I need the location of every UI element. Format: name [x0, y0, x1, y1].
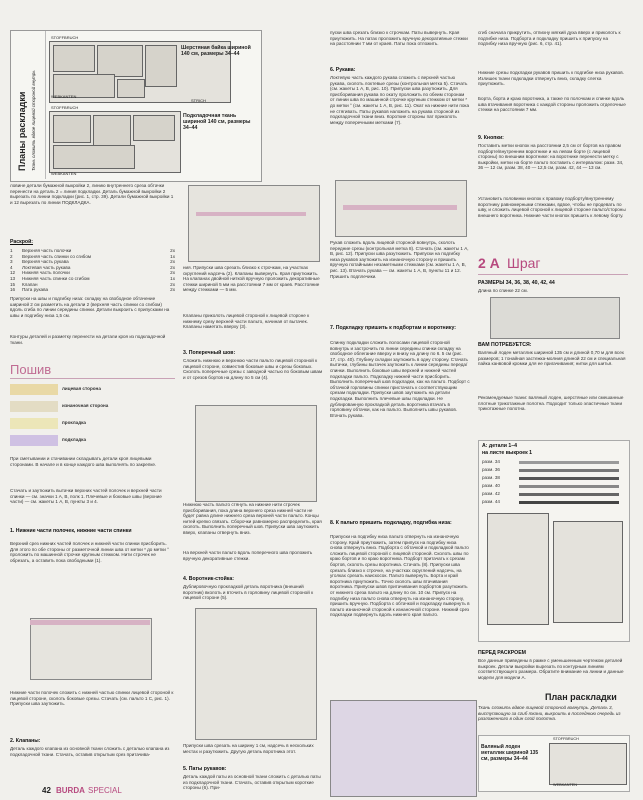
legend-swatch-wrong — [10, 401, 58, 412]
step1-text: Верхний срез нижних частей полочек и нижней части спинки присборить. Для этого по обе стороны от разметочной линии шва от метки * до метки ° проложить по машинной строчке крупным стежком. Нити строчек не обрезать, а оставить пока свободными (1). — [10, 541, 169, 563]
step4-text: Дублировочную прокладкой деталь воротника (внешний воротник) вколоть и вточить в горловину лицевой стороной к лицевой стороне (5). — [183, 584, 314, 601]
pattern-sub: на листе выкроек 1 — [482, 450, 533, 456]
pattern-size-label: разм. 36 — [482, 467, 500, 472]
layout-side-subtitle: Ткань сложить вдвое лицевой стороной внутрь — [31, 70, 36, 171]
pattern-size-label: разм. 38 — [482, 475, 500, 480]
plan-box — [478, 735, 630, 792]
pattern-size-label: разм. 34 — [482, 459, 500, 464]
step3c-text: На верхней части пальто вдоль поперечного шва проложить вручную декоративные стежки. — [183, 550, 313, 561]
legend-face-label: лицевая сторона — [62, 386, 101, 391]
step7-title: 7. Подкладку пришить к подбортам и воротнику: — [330, 325, 456, 331]
strich-label: STRICH — [191, 98, 206, 103]
col4-text2: Нижние срезы подкладки рукавов пришить к подгибке низа рукавов. Излишек ткани подкладки отвернуть вниз, складку слегка приутюжить. — [478, 70, 624, 87]
step2-text: Деталь каждого клапана из основной ткани сложить с деталью клапана из подкладочной ткани. Стачать, оставив открытым срез притачива- — [10, 746, 170, 757]
legend-wrong-label: изнаночная сторона — [62, 403, 109, 408]
step3b-text: Нижнюю часть пальто стянуть на нижние нити строчек присборивания, пока длина верхнего среза нижней части не будет равна длине нижнего среза верхней части пальто. Концы нитей крепко связать. Сборочки равномерно распределить, края сколоть. Выполнить поперечный шов. Припуски шва заутюжить вверх, клапаны отвернуть вниз. — [183, 502, 322, 535]
plan-fold: STOFFBRUCH — [553, 737, 579, 741]
pattern-size-line — [519, 485, 619, 488]
pattern-size-line — [519, 477, 619, 480]
step8-title: 8. К пальто пришить подкладку, подгибка низа: — [330, 520, 452, 526]
cutting-row: 1 Верхняя часть полочки 2x — [10, 248, 175, 253]
plan-edge: WEBKANTEN — [553, 783, 578, 787]
cutting-row: 2 Верхняя часть спинки со сгибом 1x — [10, 253, 175, 259]
cutting-row: 4 Локтевая часть рукава 2x — [10, 264, 175, 270]
layout-side-panel — [11, 31, 46, 179]
col4-text1: сгиб сначала прикрутить, отпихну мягкий духа вверх и приколоть к подгибке низа. Подборта и подкладку пришить к припуску на подгибку низа вручную (рис. 6, стр. 41). — [478, 30, 621, 47]
sewing-intro: При сметывании и стачивании складывать детали кроя лицевыми сторонами. В начале и в конце каждого шва выполнять по закрепке. — [10, 456, 157, 467]
pattern-piece — [53, 45, 95, 72]
plan-title: План раскладки — [545, 692, 617, 702]
pattern-piece — [97, 45, 143, 77]
fabric-text: Рекомендуемые ткани: валяный лоден, шерстяные или смешанные плотные трикотажные полотна. Подходит только эластичные ткани трикотажные полотна. — [478, 395, 624, 412]
pattern-piece — [53, 145, 135, 169]
step6b-text: Рукав сложить вдоль лицевой стороной вовнутрь, сколоть передние срезы (контрольная метка 8). Стачать (см. жакеты 1 А, В, рис. 12). Припуски шва разутюжить. Припуски на подгибку низа рукавов заутюжить на изнаночную сторону и пришить вручную потайными незаметными стежками (см. жакеты 1 А, В, рис. 13). Втачать рукава — см. жакеты 1 А, В, пункты 11 и 12. Пришить подплечики. — [330, 240, 469, 279]
pattern-title: А: детали 1–4 — [482, 443, 518, 449]
pattern-piece — [93, 115, 131, 147]
edge-label-1: WEBKANTEN — [51, 94, 77, 99]
sketch-4 — [195, 405, 317, 502]
col3-text1: пуски шва срезать близко к строчкам. Паты вывернуть. Края приутюжить. На патах проложить вручную декоративные стежки на расстоянии 7 мм от краев. Паты пока отложить. — [330, 30, 468, 47]
needs-title: ВАМ ПОТРЕБУЕТСЯ: — [478, 342, 532, 348]
step1-title: 1. Нижние части полочек, нижние части спинки — [10, 528, 132, 534]
legend-interfacing-label: прокладка — [62, 420, 86, 425]
cutting-row: 16 Пата рукава 2x — [10, 287, 175, 293]
step5-text: Деталь каждой паты из основной ткани сложить с деталью паты из подкладочной ткани. Стачать, оставив открытым короткие стороны (6). При- — [183, 774, 321, 791]
step6-text: Локтевую часть каждого рукава сложить с верхней частью рукава, сколоть локтевые срезы (контрольная метка 5). Стачать (см. жакеты 1 А, В, рис. 10). Припуски шва разутюжить. Для присборивания рукава по окату проложить по обеим сторонам от линии шва по машинной строчке крупным стежком от метки * до метки ° (см. жакеты 1 А, В, рис. 11). Окат на нижние нити пока не стягивать. Паты рукавов наложить на рукава стороной из подкладочной ткани вниз. Короткие стороны пат приколоть между поперечными метками (7). — [330, 75, 470, 125]
pattern-piece — [133, 115, 175, 141]
pattern-size-line — [519, 461, 619, 464]
step5-title: 5. Паты рукавов: — [183, 766, 227, 772]
pattern-piece — [145, 45, 177, 87]
sketch-2-band — [196, 212, 306, 216]
cutting-layout-box — [10, 30, 262, 182]
step4-title: 4. Воротник-стойка: — [183, 576, 235, 582]
sketch-1 — [30, 618, 152, 680]
pattern-size-label: разм. 42 — [482, 491, 500, 496]
cutting-row: 15 Клапан 2x — [10, 281, 175, 287]
step3-text: Сложить нижнюю и верхнюю части пальто лицевой стороной к лицевой стороне, совместив боковые швы и срезы боковых. Сколоть поперечные срезы с заводной частью по боковым швам и от срезов бортов на длину по 5 см (4). — [183, 358, 323, 380]
needs-text: Валяный лоден металлик шириной 135 см и длиной 0,70 м для всех размеров; 1 тонайная застежка-молния длиной 22 см и специальная пайка канвовой кромки для ее пригачивания; нитки для шитья. — [478, 350, 626, 367]
legend-swatch-lining — [10, 435, 58, 446]
section-divider — [10, 378, 175, 379]
before-text: Все данные приведены в рамке с уменьшенным чертежом деталей выкроек. Детали выкройки вырезать по контурным линиям соответствующего размера. Обратите внимание на линии и данные модели для модели А. — [478, 658, 624, 680]
pattern-size-line — [519, 469, 619, 472]
step7-text: Спинку подкладки сложить полосами лицевой стороной вовнутрь и застрочить по линии середины спинки складку на свободное облегание вверху и внизу на длину по 6. 5 см (рис. 17, стр. 40). Глубину складки заутюжить в одну сторону. Стачать вытачки, глубины вытачек заутюжить к линии середины переда/спинки. Выполнить боковые швы верхней и нижней частей подкладки пальто. Подкладку нижней части присборить. Выполнить поперечный шов подкладки, как на пальто. Подборт с обтачкой горловины спинки пристачать к соответствующим срезам подкладки. Припуски швов заутюжить на детали подкладки. Выполнить плечевые швы подкладки. Не дублированную прокладкой деталь воротника втачать в горловину обтачки, как на пальто. Выполнить швы рукавов. Втачать рукава. — [330, 340, 470, 418]
fabric2-label: Подкладочная ткань шириной 140 см, размеры 34–44 — [183, 113, 251, 131]
step9-text: Поставить метки кнопок на расстоянии 2,5 см от бортов на правом подборте/внутреннем воротнике и на левом борте (с лицевой стороны) по внешним воротнике: на воротнике перенести метку с выкройки, метки на борте пальто поставить с интервалом: разм. 34, 36 — 12 см, разм. 38, 40 — 12,5 см, разм. 42, 44 — 13 см. — [478, 143, 624, 171]
model-number: 2 А — [478, 255, 500, 271]
model-photo — [490, 297, 620, 339]
fold-label-1: STOFFBRUCH — [51, 35, 79, 40]
model-sizes: РАЗМЕРЫ 34, 36, 38, 40, 42, 44 — [478, 280, 555, 286]
step1b-text: Нижние части полочек сложить с нижней частью спинки лицевой стороной к лицевой стороне, сколоть боковые срезы. Стачать (см. пальто 1 С, рис. 1). Припуски шва заутюжить. — [10, 690, 174, 707]
cutting-row: 12 Нижняя часть полочки 2x — [10, 270, 175, 276]
cutting-row: 3 Верхняя часть рукава 2x — [10, 259, 175, 265]
sketch-2-3 — [188, 185, 320, 262]
pattern-size-line — [519, 501, 619, 504]
pattern-piece — [117, 79, 145, 98]
sketch-5 — [195, 608, 317, 740]
pattern-box — [478, 440, 630, 642]
before-title: ПЕРЕД РАСКРОЕМ — [478, 650, 526, 656]
page-number: 42 — [42, 786, 51, 795]
cutting-note-2: Контуры деталей и разметку перенести на детали кроя из подкладочной ткани. — [10, 334, 166, 345]
darts-text: Стачать и заутюжить вытачки верхних частей полочек и верхней части спинки — см. значки 1 А, В, полк 1. Плечевые и боковые швы (верхние части) — см. жакеты 1 А, В, пункты 3 и 4. — [10, 488, 162, 505]
cutting-row: 13 Нижняя часть спинки со сгибом 1x — [10, 275, 175, 281]
plan-fabric: Валяный лоден металлик шириной 135 см, размеры 34–44 — [481, 744, 539, 762]
sketch-1-band — [30, 620, 150, 625]
col1-intro: ловине детали бумажной выкройки 2, линию внутреннего среза обтачки перенести на деталь 2 = линия подкладки. Деталь бумажной выкройки 2 вырезать по линии подкладки (рис. 1, стр. 39). Детали бумажной выкройки 1 и 12 вырезать по линии ПОДКЛАДКА. — [10, 183, 174, 205]
pattern-piece-drawing — [553, 521, 623, 623]
pattern-size-label: разм. 40 — [482, 483, 500, 488]
edge-label-2: WEBKANTEN — [51, 171, 77, 176]
model-divider — [478, 274, 628, 275]
model-length: Длина по спинке 22 см. — [478, 288, 528, 293]
legend-swatch-interfacing — [10, 418, 58, 429]
pattern-size-label: разм. 44 — [482, 499, 500, 504]
footer-brand: BURDA — [56, 786, 85, 795]
cutting-note: Припуски на швы и подгибку низа: складку на свободное обтачение шириной 2 см разметить на детали 2 (верхняя часть спинки со сгибом) вдоль сгиба по линии середины спинки. Детали выкроить с припусками на швы и подгибку низа 1,5 см. — [10, 296, 170, 318]
step3-title: 3. Поперечный шов: — [183, 350, 236, 356]
legend-lining-label: подкладка — [62, 437, 87, 442]
plan-fabric-area — [549, 743, 627, 785]
layout-side-title: Планы раскладки — [17, 91, 27, 171]
legend-swatch-face — [10, 384, 58, 395]
model-name: Шраг — [507, 255, 541, 271]
footer-special: SPECIAL — [88, 786, 122, 795]
pattern-piece — [53, 115, 91, 143]
pattern-size-line — [519, 493, 619, 496]
plan-sub: Ткань сложить вдвое лицевой стороной вовнутрь. Деталь 3, выступающую за сгиб ткани, выкроить в последнюю очередь из разложенного в один слой полотна. — [478, 705, 621, 722]
fold-label-2: STOFFBRUCH — [51, 105, 79, 110]
step2-title: 2. Клапаны: — [10, 738, 41, 744]
cutting-title: Раскрой: — [10, 239, 34, 245]
step9b-text: Установить половинки кнопок к правому подборту/внутреннему воротнику равномерными стежками, вдвое, чтобы не продевать по шву, и сложить лицевой стороной к лицевой стороне пальто/стороны внешнего воротника. Нижние части кнопок пришить к левому борту. — [478, 196, 626, 218]
col4-text3: Борта, борта и краю воротника, а также по полочкам и спинке вдоль шва втачивания воротника с каждой стороны проложить отделочные стежки на расстоянии 7 мм. — [478, 96, 626, 113]
fabric1-label: Шерстяная байка шириной 140 см, размеры 34–44 — [181, 45, 251, 57]
step9-title: 9. Кнопки: — [478, 135, 504, 141]
pattern-piece-drawing — [487, 513, 549, 625]
cutting-table — [10, 248, 175, 293]
col2-text1: ния. Припуски шва срезать близко к строчкам, на участках скруглений надсечь (2). Клапаны вывернуть. Края приутюжить. На клапанах двойной ниткой вручную проложить декоративные стежки шириной 5 мм на расстоянии 7 мм от краев. Расстояние между стежками — 5 мм. — [183, 265, 320, 293]
sketch-7-band — [343, 205, 457, 210]
step8-text: Припуски на подгибку низа пальто отвернуть на изнаночную сторону. Край приутюжить, затем припуск на подгибку низа снова отвернуть вниз. Подборта с обтачкой и подкладкой пальто сложить лицевой стороной с лицевой стороной. Сколоть швы по краю бортов и по краю воротника. Подборт притачать к срезам бортов, сколоть срезы воротника. Стачать (8). Припуски шва срезать близко к строчке, на участках скруглений надсечь, на уголках срезать наискосок. Пальто вывернуть. Борта и край воротника приутюжить. Точно сколоть швы втачивания воротника. Припуски швов притачивания подбортов разутюжить от нижнего среза пальто на длину по см. 10 см. Припуск на подгибку низа пальто снова отвернуть на изнаночную сторону, пришить вручную. Подборта с обтачкой и подкладку вывернуть в пальто изнаночной стороной к изнаночной стороне. Нижний срез подкладки подвернуть вдоль нижнего края пальто. — [330, 534, 470, 618]
sewing-section-title: Пошив — [10, 362, 52, 377]
step6-title: 6. Рукава: — [330, 67, 356, 73]
sketch-8 — [330, 700, 477, 797]
col2-text2: Клапаны приколоть лицевой стороной к лицевой стороне к нижнему срезу верхней части пальто, начиная от вытачек. Клапаны наметать вверху (3). — [183, 313, 310, 330]
step4b-text: Припуски шва срезать на ширину 1 см, надсечь в нескольких местах и разутюжить. Другую деталь воротника этот. — [183, 743, 314, 754]
